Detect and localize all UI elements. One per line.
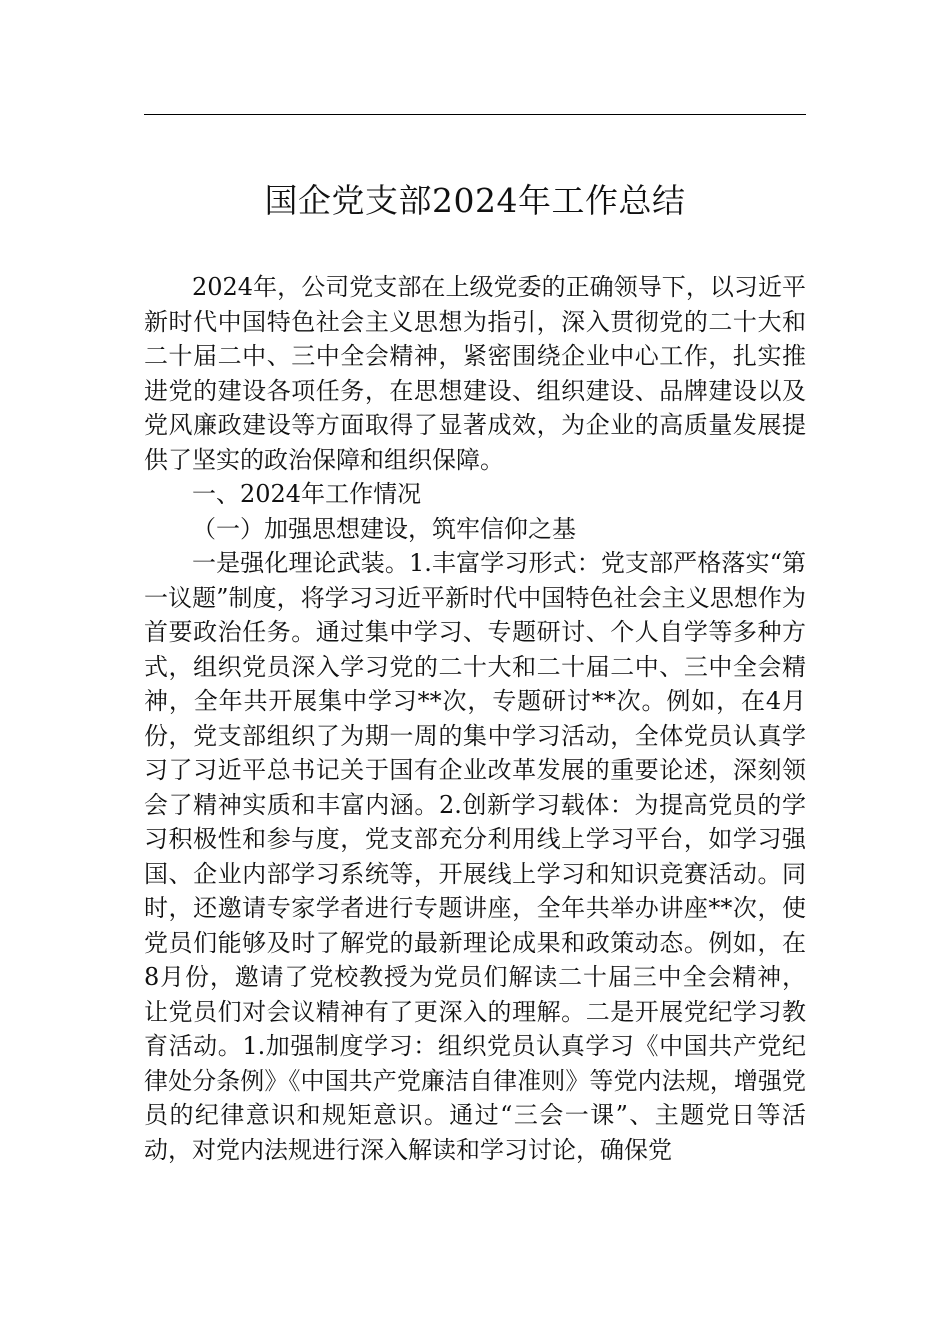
document-title: 国企党支部2024年工作总结 [264, 181, 686, 220]
intro-paragraph: 2024年，公司党支部在上级党委的正确领导下，以习近平新时代中国特色社会主义思想为指引，深入贯彻党的二十大和二十届二中、三中全会精神，紧密围绕企业中心工作，扎实推进党的建设各项任务，在思想建设、组织建设、品牌建设以及党风廉政建设等方面取得了显著成效，为企业的高质量发展提供了坚实的政治保障和组织保障。 [144, 273, 806, 474]
body-paragraph: 一是强化理论武装。1.丰富学习形式：党支部严格落实“第一议题”制度，将学习习近平新时代中国特色社会主义思想作为首要政治任务。通过集中学习、专题研讨、个人自学等多种方式，组织党员深入学习党的二十大和二十届二中、三中全会精神，全年共开展集中学习**次，专题研讨**次。例如，在4月份，党支部组织了为期一周的集中学习活动，全体党员认真学习了习近平总书记关于国有企业改革发展的重要论述，深刻领会了精神实质和丰富内涵。2.创新学习载体：为提高党员的学习积极性和参与度，党支部充分利用线上学习平台，如学习强国、企业内部学习系统等，开展线上学习和知识竞赛活动。同时，还邀请专家学者进行专题讲座，全年共举办讲座**次，使党员们能够及时了解党的最新理论成果和政策动态。例如，在8月份，邀请了党校教授为党员们解读二十届三中全会精神，让党员们对会议精神有了更深入的理解。二是开展党纪学习教育活动。1.加强制度学习：组织党员认真学习《中国共产党纪律处分条例》《中国共产党廉洁自律准则》等党内法规，增强党员的纪律意识和规矩意识。通过“三会一课”、主题党日等活动，对党内法规进行深入解读和学习讨论，确保党 [144, 549, 806, 1164]
document-body [144, 270, 806, 1167]
subsection-heading: （一）加强思想建设，筑牢信仰之基 [192, 514, 576, 543]
section-heading: 一、2024年工作情况 [192, 480, 422, 508]
header-rule [144, 114, 806, 115]
